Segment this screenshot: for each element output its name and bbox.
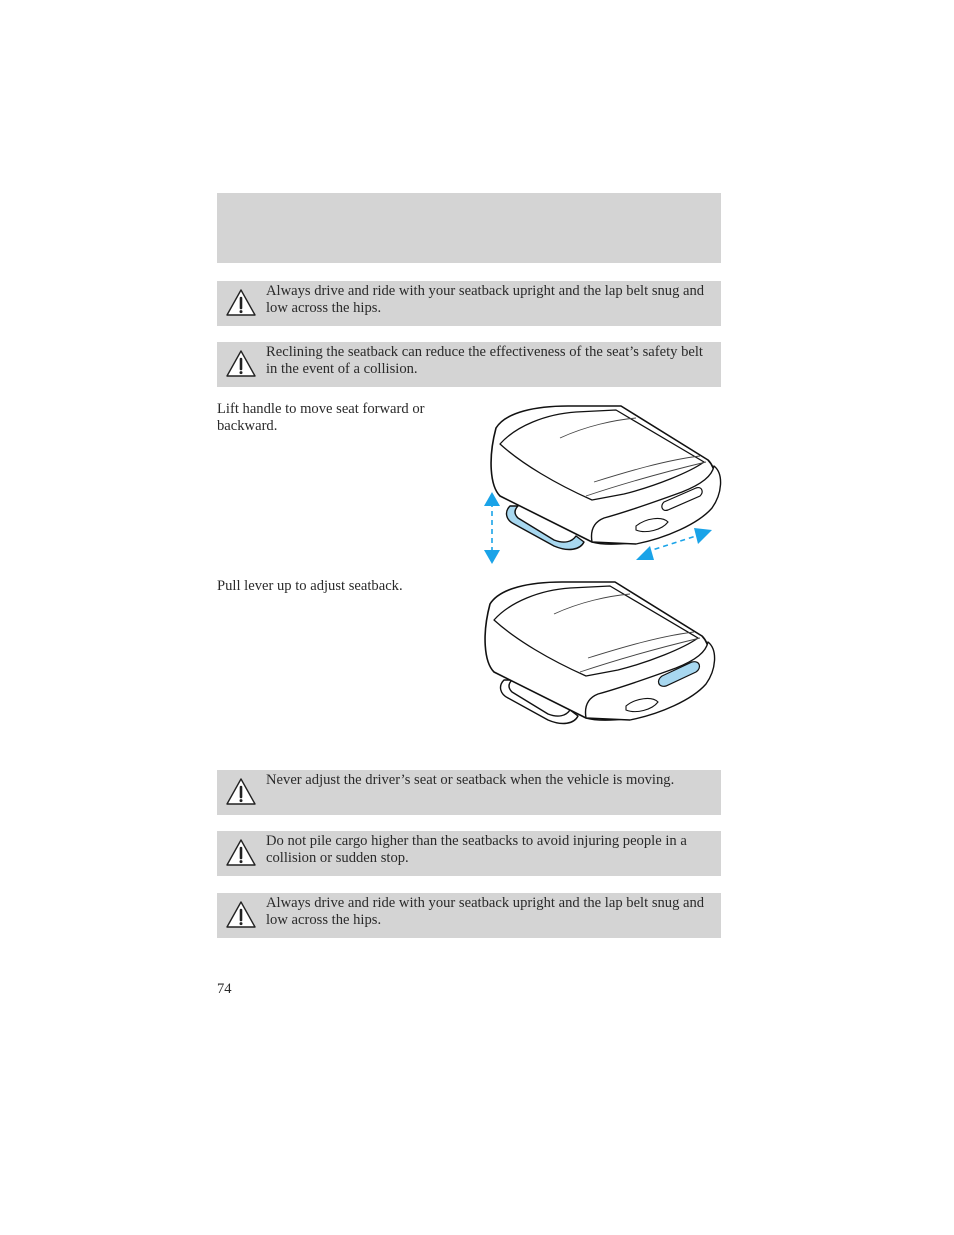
seat-recline-illustration — [476, 578, 726, 733]
warning-box — [217, 770, 721, 815]
warning-triangle-icon — [225, 838, 257, 867]
warning-box — [217, 281, 721, 326]
warning-triangle-icon — [225, 777, 257, 806]
warning-text: Always drive and ride with your seatback upright and the lap belt snug and low across the hips. — [266, 283, 705, 316]
warning-box — [217, 893, 721, 938]
warning-text: Never adjust the driver’s seat or seatback when the vehicle is moving. — [266, 772, 675, 788]
warning-box — [217, 831, 721, 876]
warning-box — [217, 342, 721, 387]
instruction-text: Pull lever up to adjust seatback. — [217, 578, 403, 594]
warning-text: Reclining the seatback can reduce the effectiveness of the seat’s safety belt in the event of a collision. — [266, 344, 703, 377]
warning-text: Always drive and ride with your seatback upright and the lap belt snug and low across the hips. — [266, 895, 705, 928]
section-header-band — [217, 193, 721, 263]
warning-triangle-icon — [225, 900, 257, 929]
warning-triangle-icon — [225, 349, 257, 378]
page-number: 74 — [217, 981, 232, 997]
warning-text: Do not pile cargo higher than the seatbacks to avoid injuring people in a collision or sudden stop. — [266, 833, 687, 866]
seat-track-illustration — [476, 400, 726, 570]
instruction-text: Lift handle to move seat forward or backward. — [217, 401, 425, 434]
warning-triangle-icon — [225, 288, 257, 317]
